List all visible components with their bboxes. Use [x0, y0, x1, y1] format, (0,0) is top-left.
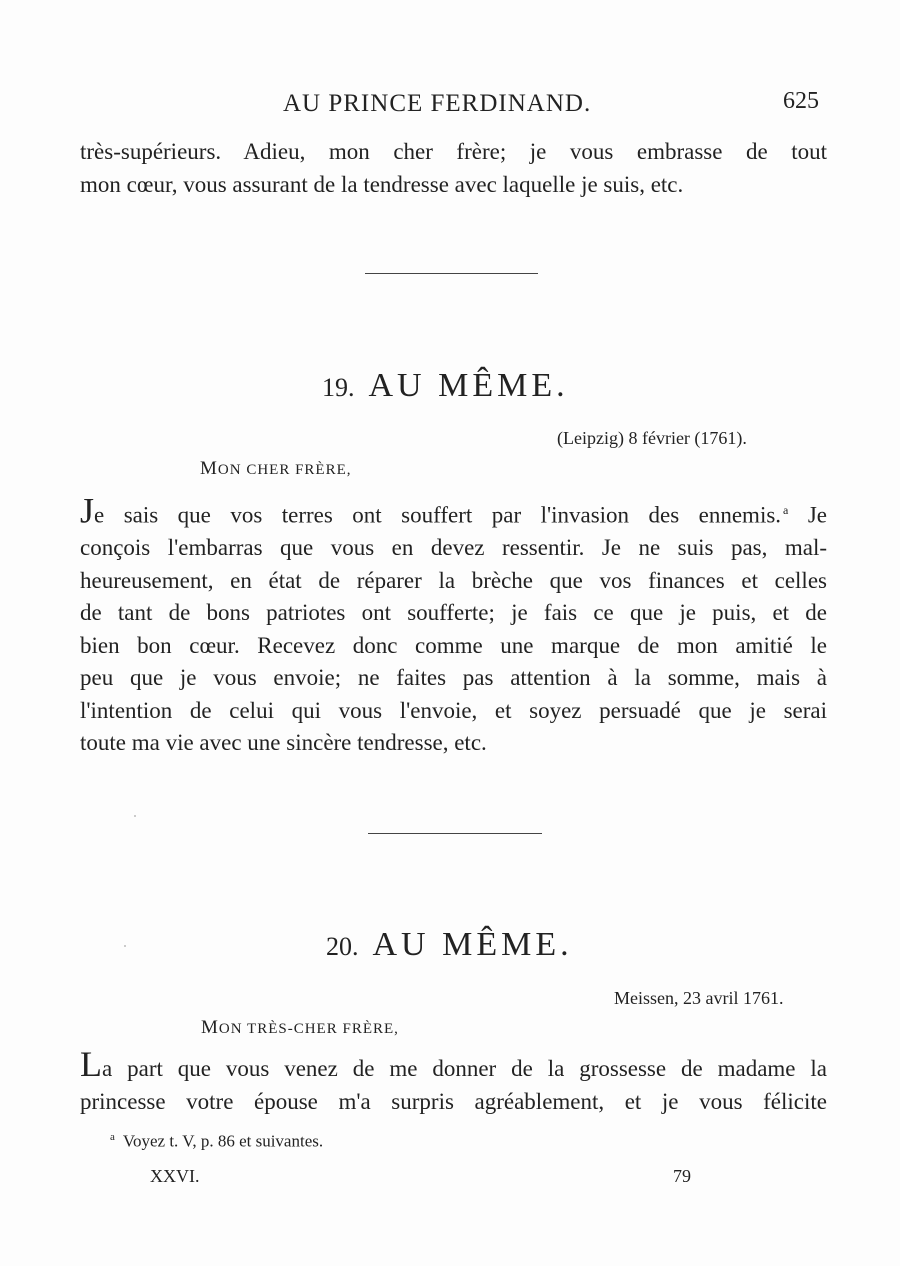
letter-19-body: [80, 490, 828, 760]
drop-cap: L: [80, 1044, 102, 1084]
letter-number: 20.: [326, 932, 359, 961]
letter-20-heading: [326, 926, 573, 964]
page-number: 625: [783, 88, 819, 114]
text-line: mon cœur, vous assurant de la tendresse avec laquelle je suis, etc.: [80, 171, 684, 197]
footnote-mark: a: [110, 1131, 115, 1143]
text-line: conçois l'embarras que vous en devez ressentir. Je ne suis pas, mal-: [80, 535, 827, 561]
salutation-text: ON CHER FRÈRE,: [217, 462, 352, 478]
text-line: toute ma vie avec une sincère tendresse, etc.: [80, 730, 487, 756]
salutation-text: ON TRÈS-CHER FRÈRE,: [218, 1021, 399, 1037]
section-divider: [365, 273, 538, 274]
paper-speck: [134, 815, 136, 817]
salutation-initial: M: [200, 458, 218, 479]
footnote-reference: a: [783, 503, 789, 517]
paper-speck: [124, 945, 126, 947]
text-line: [80, 490, 828, 532]
running-head: AU PRINCE FERDINAND.: [283, 90, 592, 117]
text-line: [80, 1044, 827, 1086]
signature-mark: XXVI.: [150, 1166, 200, 1186]
text-line: de tant de bons patriotes ont soufferte; je fais ce que je puis, et de: [80, 600, 827, 626]
text-segment: e sais que vos terres ont souffert par l'invasion des ennemis.: [94, 502, 782, 528]
text-segment: Je: [807, 502, 828, 528]
letter-19-dateline: (Leipzig) 8 février (1761).: [557, 428, 747, 448]
letter-20-body: [80, 1044, 827, 1118]
letter-title: AU MÊME.: [368, 367, 569, 404]
text-line: l'intention de celui qui vous l'envoie, et soyez persuadé que je serai: [80, 697, 827, 723]
text-line: princesse votre épouse m'a surpris agréablement, et je vous félicite: [80, 1088, 827, 1114]
section-divider: [368, 833, 542, 834]
text-line: très-supérieurs. Adieu, mon cher frère; je vous embrasse de tout: [80, 139, 827, 164]
text-line: peu que je vous envoie; ne faites pas attention à la somme, mais à: [80, 665, 827, 691]
letter-19-salutation: [200, 458, 352, 480]
sheet-number: 79: [673, 1166, 691, 1186]
letter-20-dateline: Meissen, 23 avril 1761.: [614, 988, 784, 1008]
footnote: [110, 1131, 323, 1152]
letter-19-heading: [322, 367, 569, 405]
letter-20-salutation: [201, 1017, 399, 1039]
footnote-text: Voyez t. V, p. 86 et suivantes.: [122, 1131, 324, 1151]
text-line: heureusement, en état de réparer la brèche que vos finances et celles: [80, 567, 827, 593]
drop-cap: J: [80, 490, 95, 531]
letter-number: 19.: [322, 373, 355, 402]
letter-title: AU MÊME.: [372, 926, 573, 963]
text-line: bien bon cœur. Recevez donc comme une marque de mon amitié le: [80, 632, 827, 658]
salutation-initial: M: [201, 1017, 219, 1038]
continuation-paragraph: [80, 136, 827, 201]
text-segment: a part que vous venez de me donner de la grossesse de madame la: [102, 1056, 827, 1081]
